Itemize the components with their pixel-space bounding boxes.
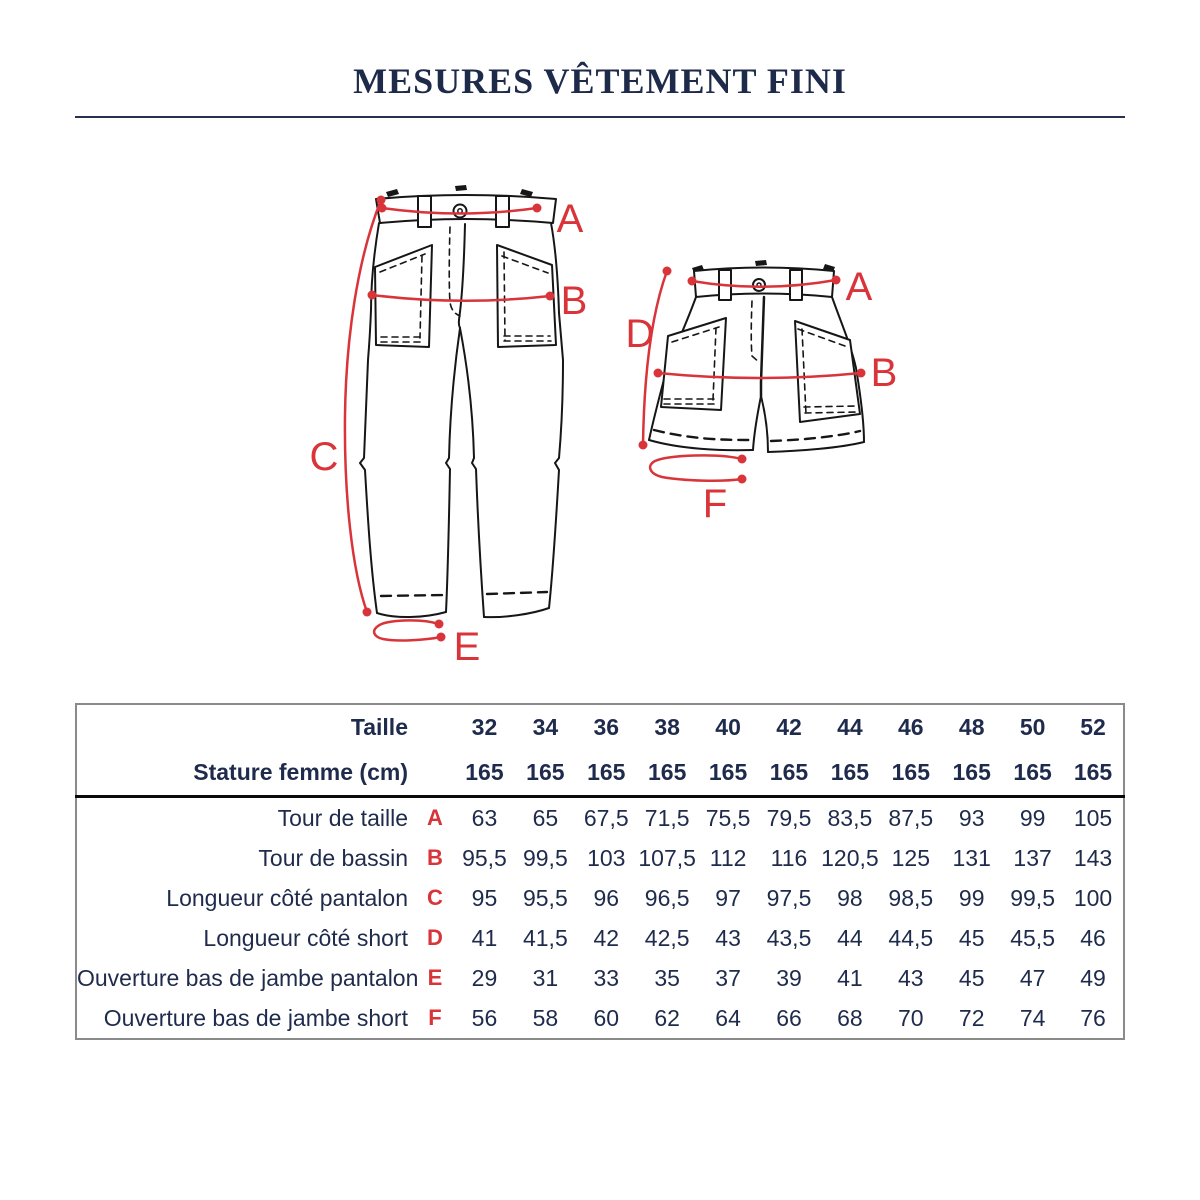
table-row (76, 750, 1124, 797)
cell: 103 (587, 844, 626, 871)
header-letter-spacer (416, 750, 454, 797)
cell: 60 (593, 1004, 620, 1031)
row-label: Tour de taille (277, 804, 408, 831)
shorts-waist-label: A (845, 265, 873, 309)
cell: 56 (471, 1004, 498, 1031)
cell: 131 (952, 844, 991, 871)
cell: 98 (837, 884, 863, 911)
stature-col-header: 165 (819, 750, 880, 797)
table-row (76, 704, 1124, 750)
size-col-header: 38 (654, 714, 680, 740)
stature-col-header: 165 (698, 750, 759, 797)
cell: 63 (471, 804, 498, 831)
size-col-header: 42 (776, 714, 802, 740)
cell: 93 (958, 804, 985, 831)
table-row (76, 838, 1124, 878)
row-label: Longueur côté pantalon (166, 884, 408, 911)
row-label: Longueur côté short (203, 924, 408, 951)
cell: 45,5 (1010, 924, 1055, 951)
cell: 79,5 (766, 804, 812, 831)
stature-col-header: 165 (454, 750, 515, 797)
cell: 99,5 (1010, 884, 1055, 911)
cell: 112 (709, 844, 747, 871)
row-letter: D (427, 925, 443, 950)
row-letter: E (427, 965, 443, 990)
cell: 97,5 (766, 884, 812, 911)
cell: 44,5 (888, 924, 934, 951)
shorts-hem-opening-label: F (702, 482, 728, 526)
cell: 33 (593, 964, 620, 991)
cell: 137 (1013, 844, 1052, 871)
size-col-header: 46 (898, 714, 924, 740)
cell: 41 (837, 964, 863, 991)
cell: 99 (1019, 804, 1046, 831)
cell: 97 (715, 884, 741, 911)
cell: 47 (1019, 964, 1046, 991)
cell: 75,5 (705, 804, 751, 831)
stature-col-header: 165 (1063, 750, 1124, 797)
row-label: Ouverture bas de jambe short (103, 1004, 408, 1031)
cell: 44 (837, 924, 863, 951)
pants-hip-label: B (560, 279, 588, 323)
header-stature: Stature femme (cm) (76, 750, 416, 797)
table-row (76, 998, 1124, 1039)
cell: 42,5 (644, 924, 690, 951)
title-divider (75, 116, 1125, 118)
cell: 29 (471, 964, 498, 991)
size-col-header: 36 (593, 714, 620, 740)
shorts-drawing (649, 260, 864, 452)
stature-col-header: 165 (941, 750, 1002, 797)
cell: 96,5 (644, 884, 690, 911)
pants-side-length-label: C (309, 435, 339, 479)
cell: 72 (958, 1004, 985, 1031)
cell: 100 (1073, 884, 1113, 911)
pants-hem-opening-label: E (453, 625, 481, 669)
cell: 95,5 (522, 884, 568, 911)
shorts-side-length-label: D (625, 312, 655, 356)
cell: 35 (654, 964, 680, 991)
stature-col-header: 165 (576, 750, 637, 797)
header-taille: Taille (350, 714, 408, 740)
table-row (76, 958, 1124, 998)
cell: 125 (891, 844, 930, 871)
size-col-header: 34 (532, 714, 559, 740)
cell: 45 (958, 964, 985, 991)
cell: 116 (770, 844, 808, 871)
size-table-body (76, 704, 1124, 1039)
cell: 43 (715, 924, 741, 951)
cell: 96 (593, 884, 620, 911)
stature-col-header: 165 (759, 750, 820, 797)
row-label: Tour de bassin (258, 844, 408, 871)
cell: 87,5 (888, 804, 934, 831)
table-row (76, 878, 1124, 918)
stature-col-header: 165 (515, 750, 576, 797)
size-table (75, 703, 1125, 1040)
header-letter-spacer (416, 704, 454, 750)
cell: 98,5 (888, 884, 934, 911)
shorts-hip-label: B (870, 351, 898, 395)
cell: 76 (1080, 1004, 1106, 1031)
cell: 31 (532, 964, 559, 991)
pants-drawing (360, 185, 563, 617)
cell: 83,5 (827, 804, 873, 831)
cell: 41,5 (522, 924, 568, 951)
cell: 95,5 (462, 844, 507, 871)
cell: 65 (532, 804, 559, 831)
cell: 71,5 (644, 804, 690, 831)
cell: 45 (958, 924, 985, 951)
row-letter: A (427, 805, 443, 830)
cell: 64 (715, 1004, 741, 1031)
cell: 68 (837, 1004, 863, 1031)
cell: 120,5 (821, 844, 879, 871)
cell: 66 (776, 1004, 802, 1031)
stature-col-header: 165 (880, 750, 941, 797)
cell: 74 (1019, 1004, 1046, 1031)
cell: 99,5 (522, 844, 568, 871)
stature-col-header: 165 (637, 750, 698, 797)
page-title: MESURES VÊTEMENT FINI (353, 61, 847, 101)
cell: 39 (776, 964, 802, 991)
cell: 46 (1080, 924, 1106, 951)
cell: 58 (532, 1004, 559, 1031)
pants-waist-label: A (556, 197, 584, 241)
size-col-header: 40 (715, 714, 741, 740)
cell: 49 (1080, 964, 1106, 991)
cell: 70 (898, 1004, 924, 1031)
table-row (76, 918, 1124, 958)
cell: 37 (715, 964, 741, 991)
size-col-header: 52 (1080, 714, 1106, 740)
cell: 43,5 (766, 924, 812, 951)
cell: 42 (593, 924, 620, 951)
cell: 43 (898, 964, 924, 991)
cell: 67,5 (583, 804, 629, 831)
cell: 143 (1073, 844, 1113, 871)
stature-col-header: 165 (1002, 750, 1063, 797)
row-letter: C (427, 885, 443, 910)
size-col-header: 48 (958, 714, 985, 740)
row-letter: F (428, 1005, 442, 1030)
cell: 105 (1073, 804, 1113, 831)
cell: 41 (471, 924, 498, 951)
cell: 95 (471, 884, 498, 911)
row-letter: B (427, 845, 443, 870)
garment-diagram (0, 130, 1200, 700)
cell: 62 (654, 1004, 680, 1031)
cell: 107,5 (638, 844, 696, 871)
size-col-header: 50 (1019, 714, 1046, 740)
row-label: Ouverture bas de jambe pantalon (77, 964, 419, 991)
size-col-header: 44 (837, 714, 863, 740)
table-row (76, 797, 1124, 839)
size-col-header: 32 (471, 714, 498, 740)
cell: 99 (958, 884, 985, 911)
